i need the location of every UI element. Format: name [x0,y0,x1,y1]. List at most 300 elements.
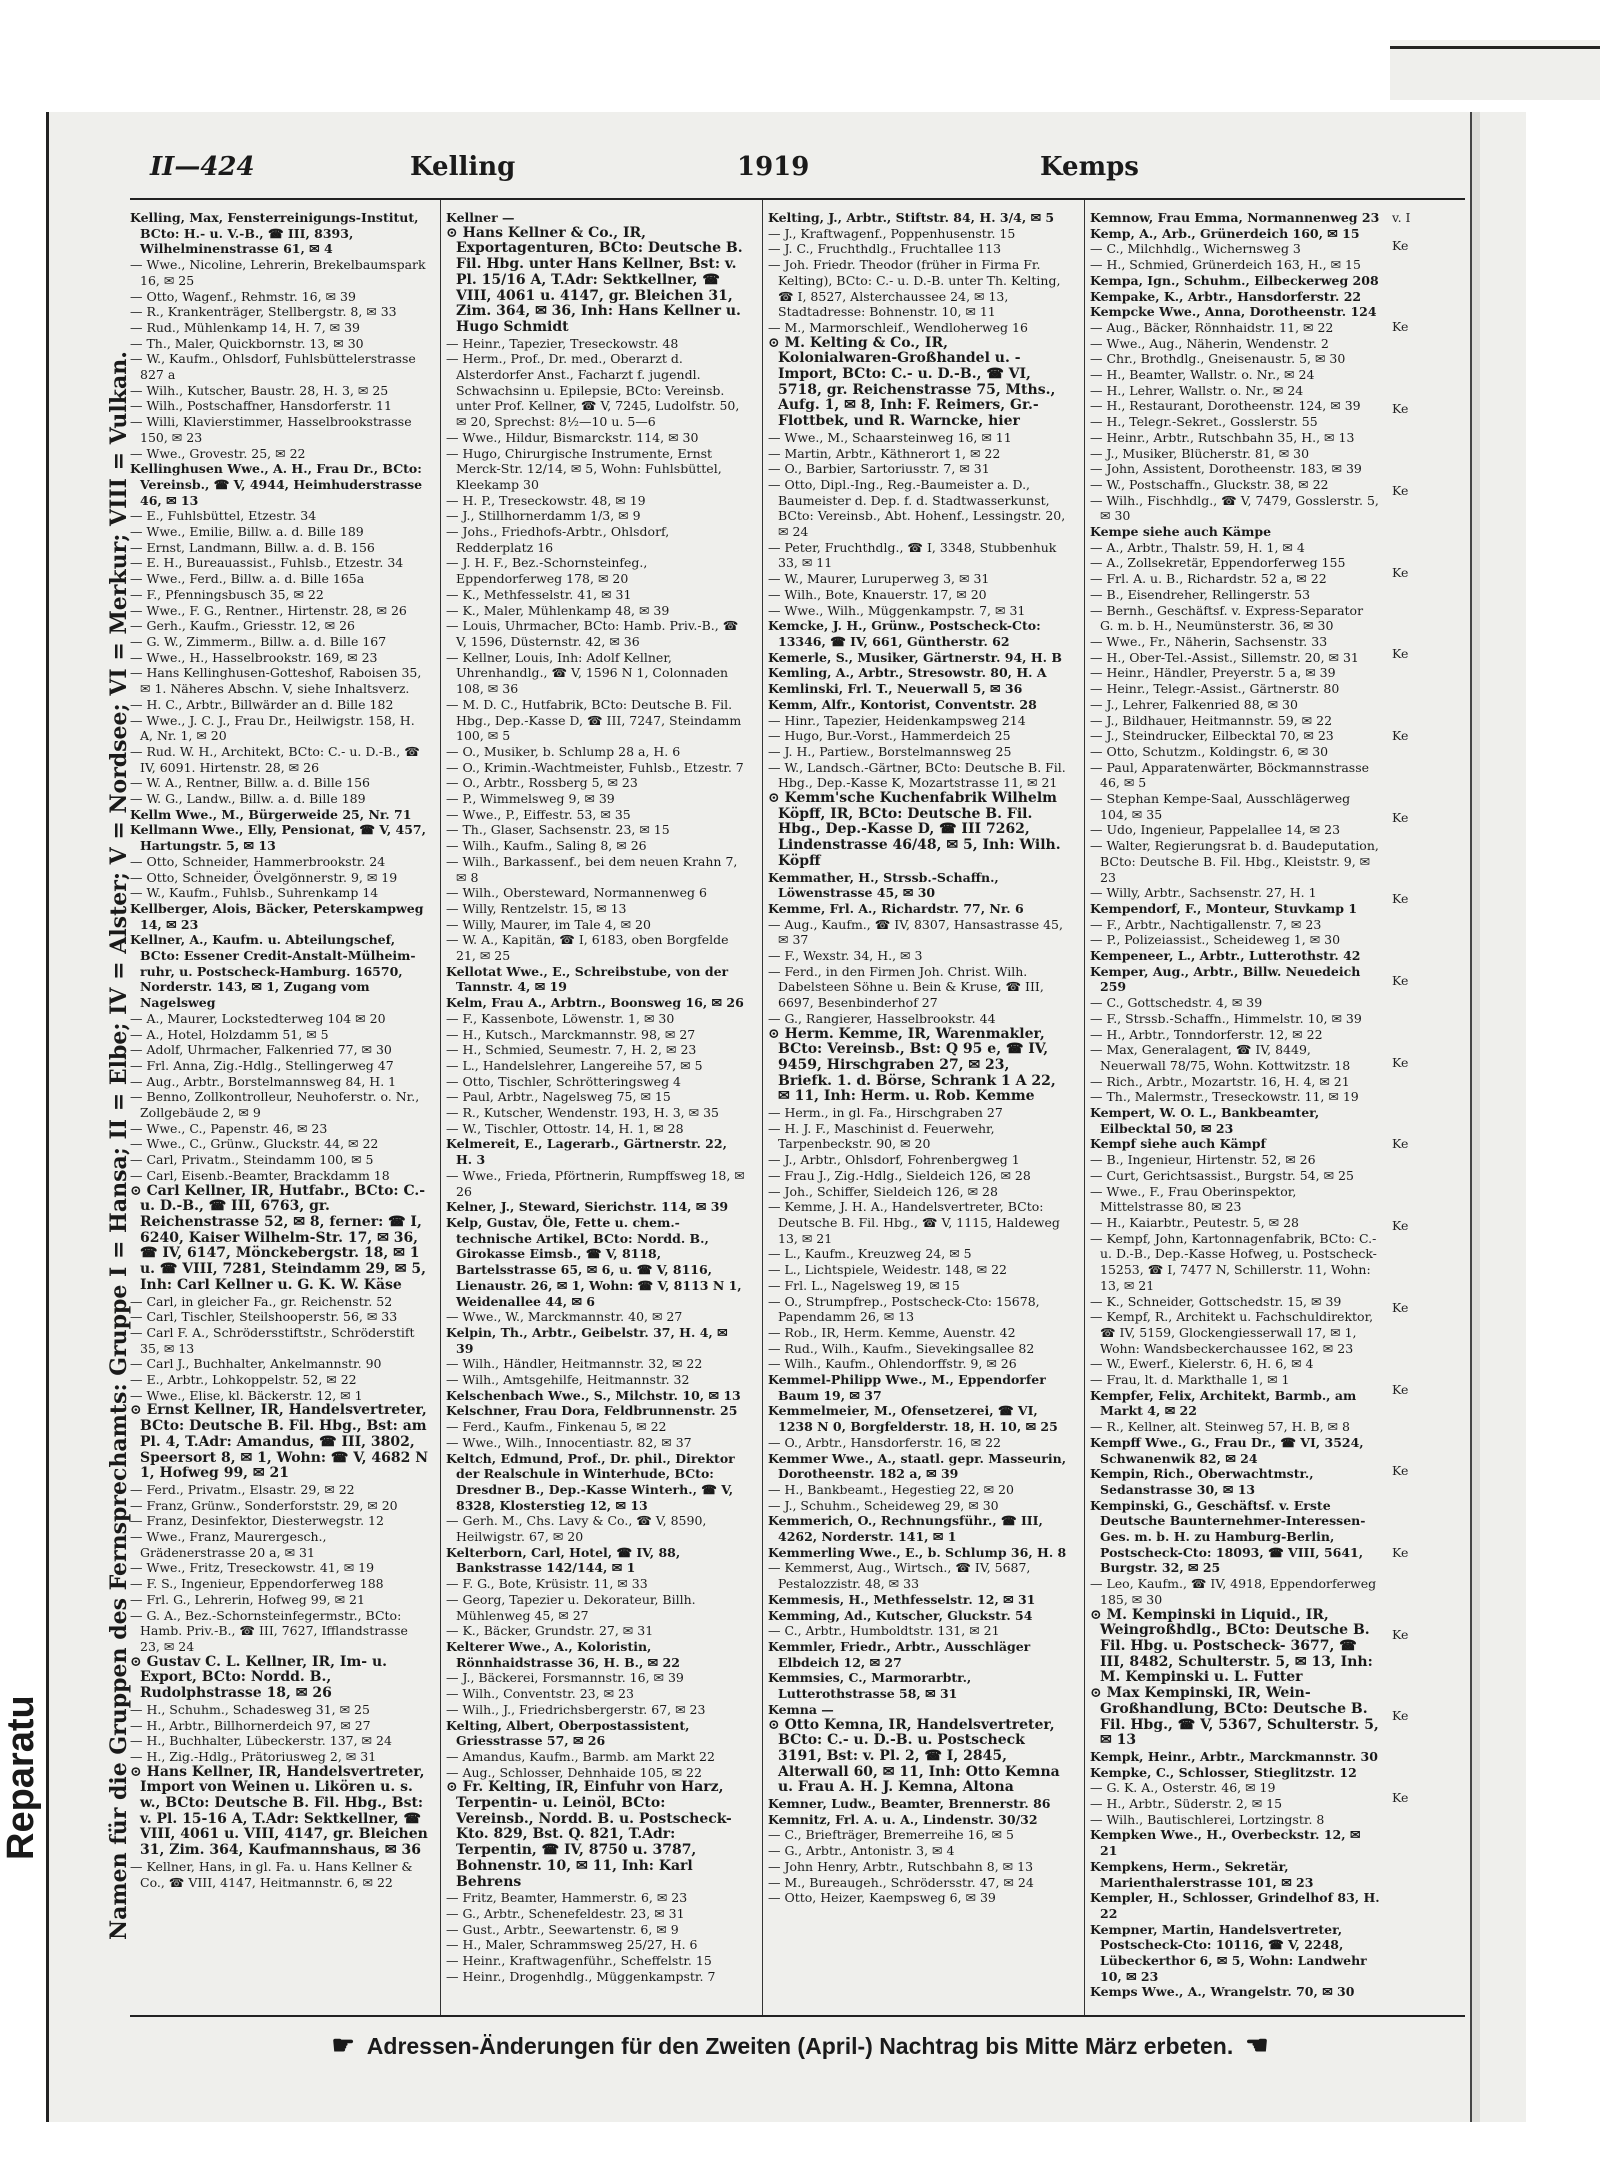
directory-entry: — Bernh., Geschäftsf. v. Express-Separator G. m. b. H., Neumünsterstr. 36, ✉ 30 [1090,602,1364,634]
directory-entry: Kemper, Aug., Arbtr., Billw. Neuedeich 259 [1090,963,1361,995]
directory-entry: — Kemme, J. H. A., Handelsvertreter, BCto: Deutsche B. Fil. Hbg., ☎ V, 1115, Haldeweg 13, ✉ 21 [768,1199,1060,1246]
directory-entry: ⊙ Ernst Kellner, IR, Handelsvertreter, BCto: Deutsche B. Fil. Hbg., Bst: am Pl. 4, T.Adr: Amandus, ☎ III, 3802, Speersort 8, ✉ 1, Wohn: ☎ V, 4682 N 1, Hofweg 99, ✉ 21 [130,1402,429,1482]
directory-entry: Kempke, C., Schlosser, Stieglitzstr. 12 [1090,1764,1357,1780]
directory-entry: — H., Lehrer, Wallstr. o. Nr., ✉ 24 [1090,382,1304,398]
directory-entry: Kempfer, Felix, Architekt, Barmb., am Markt 4, ✉ 22 [1090,1387,1357,1419]
directory-entry: Kempk, Heinr., Arbtr., Marckmannstr. 30 [1090,1748,1378,1764]
directory-entry: Kemmerling Wwe., E., b. Schlump 36, H. 8 [768,1544,1067,1560]
directory-entry: Kemmelmeier, M., Ofensetzerei, ☎ VI, 1238 N 0, Borgfelderstr. 18, H. 10, ✉ 25 [768,1403,1058,1435]
directory-entry: Kemmsies, C., Marmorarbtr., Lutterothstrasse 58, ✉ 31 [768,1670,972,1702]
directory-entry: — Wwe., Hildur, Bismarckstr. 114, ✉ 30 [446,429,699,445]
page-gutter [1470,112,1480,2122]
directory-entry: — Heinr., Drogenhdlg., Müggenkampstr. 7 [446,1968,716,1984]
directory-entry: — Wilh., Händler, Heitmannstr. 32, ✉ 22 [446,1356,703,1372]
directory-entry: Kempf siehe auch Kämpf [1090,1136,1266,1152]
directory-entry: — Wwe., C., Papenstr. 46, ✉ 23 [130,1120,328,1136]
directory-entry: Kemlinski, Frl. T., Neuerwall 5, ✉ 36 [768,681,1023,697]
directory-entry: — Wwe., Frieda, Pförtnerin, Rumpffsweg 18, ✉ 26 [446,1167,745,1199]
directory-entry: Kellberger, Alois, Bäcker, Peterskampweg 14, ✉ 23 [130,900,424,932]
directory-entry: ⊙ Fr. Kelting, IR, Einfuhr von Harz, Terpentin- u. Leinöl, BCto: Vereinsb., Nordd. B. u. Postscheck-Kto. 829, Bst. Q. 821, T.Adr: Terpentin, ☎ IV, 8750 u. 3787, Bohnenstr. 10, ✉ 11, Inh: Karl Behrens [446,1779,732,1890]
directory-entry: Kempcke Wwe., Anna, Dorotheenstr. 124 [1090,304,1377,320]
directory-entry: Kempken Wwe., H., Overbeckstr. 12, ✉ 21 [1090,1827,1361,1859]
directory-entry: — Willy, Maurer, im Tale 4, ✉ 20 [446,916,651,932]
directory-entry: — P., Wimmelsweg 9, ✉ 39 [446,791,615,807]
stub-entry: Ke [1392,1463,1409,1479]
directory-entry: — W. A., Kapitän, ☎ I, 6183, oben Borgfelde 21, ✉ 25 [446,932,729,964]
directory-entry: Kellm Wwe., M., Bürgerweide 25, Nr. 71 [130,806,412,822]
directory-entry: — Otto, Dipl.-Ing., Reg.-Baumeister a. D., Baumeister d. Dep. f. d. Stadtwasserkunst, BCto: Vereinsb., Abt. Hohenf., Lessingstr. 20, ✉ 24 [768,476,1066,540]
directory-entry: — H., Bankbeamt., Hegestieg 22, ✉ 20 [768,1481,1014,1497]
directory-entry: — Wwe., Franz, Maurergesch., Grädenerstrasse 20 a, ✉ 31 [130,1529,327,1560]
directory-entry: Kelting, Albert, Oberpostassistent, Griesstrasse 57, ✉ 26 [446,1717,690,1749]
header-last-name: Kemps [1040,152,1139,182]
directory-entry: — Wwe., Ferd., Billw. a. d. Bille 165a [130,571,365,587]
directory-entry: — Ferd., Kaufm., Finkenau 5, ✉ 22 [446,1419,667,1435]
directory-entry: — Wilh., Fischhdlg., ☎ V, 7479, Gosslerstr. 5, ✉ 30 [1090,492,1379,524]
directory-entry: — Th., Maler, Quickbornstr. 13, ✉ 30 [130,335,364,351]
directory-entry: — J. H. F., Bez.-Schornsteinfeg., Eppendorferweg 178, ✉ 20 [446,555,648,587]
directory-entry: — Gerh., Kaufm., Griesstr. 12, ✉ 26 [130,618,356,634]
directory-entry: — Wilh., Kutscher, Baustr. 28, H. 3, ✉ 25 [130,382,389,398]
directory-entry: — W., Maurer, Luruperweg 3, ✉ 31 [768,571,990,587]
directory-entry: — Paul, Arbtr., Nagelsweg 75, ✉ 15 [446,1089,671,1105]
directory-entry: Kellinghusen Wwe., A. H., Frau Dr., BCto: Vereinsb., ☎ V, 4944, Heimhuderstrasse 46, ✉ 13 [130,461,423,508]
directory-entry: Kemps Wwe., A., Wrangelstr. 70, ✉ 30 [1090,1984,1355,2000]
directory-entry: Kelm, Frau A., Arbtrn., Boonsweg 16, ✉ 26 [446,995,744,1011]
directory-entry: — C., Arbtr., Humboldtstr. 131, ✉ 21 [768,1623,1000,1639]
header-rule [130,198,1465,200]
stub-entry: Ke [1392,482,1409,498]
footer-text: Adressen-Änderungen für den Zweiten (April-) Nachtrag bis Mitte März erbeten. [366,2033,1234,2059]
directory-entry: — K., Methfesselstr. 41, ✉ 31 [446,586,632,602]
directory-entry: Kelmereit, E., Lagerarb., Gärtnerstr. 22, H. 3 [446,1136,727,1168]
directory-entry: — Wwe., F. G., Rentner., Hirtenstr. 28, ✉ 26 [130,602,407,618]
side-margin-text: Reparatu [0,1695,42,1860]
directory-entry: — H., Arbtr., Tonndorferstr. 12, ✉ 22 [1090,1026,1323,1042]
directory-entry: Kempeneer, L., Arbtr., Lutterothstr. 42 [1090,948,1361,964]
column-divider [440,200,441,2015]
directory-entry: — Wilh., Obersteward, Normannenweg 6 [446,885,707,901]
directory-entry: — H., Ober-Tel.-Assist., Sillemstr. 20, ✉ 31 [1090,649,1359,665]
directory-entry: — J., Arbtr., Ohlsdorf, Fohrenbergweg 1 [768,1152,1020,1168]
directory-entry: Kelting, J., Arbtr., Stiftstr. 84, H. 3/4, ✉ 5 [768,210,1055,225]
directory-entry: — Louis, Uhrmacher, BCto: Hamb. Priv.-B., ☎ V, 1596, Düsternstr. 42, ✉ 36 [446,618,739,649]
column-divider [1084,200,1085,2015]
directory-entry: — Hugo, Chirurgische Instrumente, Ernst Merck-Str. 12/14, ✉ 5, Wohn: Fuhlsbüttel, Kleekamp 30 [446,445,722,492]
directory-entry: — H., Kaiarbtr., Peutestr. 5, ✉ 28 [1090,1215,1300,1230]
directory-entry: — W., Tischler, Ottostr. 14, H. 1, ✉ 28 [446,1120,684,1136]
directory-entry: — Frl. A. u. B., Richardstr. 52 a, ✉ 22 [1090,571,1327,587]
directory-entry: — Rich., Arbtr., Mozartstr. 16, H. 4, ✉ 21 [1090,1073,1350,1089]
stub-entry: Ke [1392,646,1409,662]
directory-entry: — Willy, Arbtr., Sachsenstr. 27, H. 1 [1090,885,1317,901]
directory-entry: Kempin, Rich., Oberwachtmstr., Sedanstrasse 30, ✉ 13 [1090,1466,1314,1497]
directory-entry: — Wwe., Fritz, Treseckowstr. 41, ✉ 19 [130,1560,375,1576]
next-page-stub [1392,210,1466,2015]
directory-entry: — Kempf, John, Kartonnagenfabrik, BCto: C.- u. D.-B., Dep.-Kasse Hofweg, u. Postscheck- 15253, ☎ I, 7477 N, Schillerstr. 11, Wohn: 13, ✉ 21 [1090,1230,1377,1293]
directory-entry: Kelp, Gustav, Öle, Fette u. chem.-technische Artikel, BCto: Nordd. B., Girokasse Eimsb., ☎ V, 8118, Bartelsstrasse 65, ✉ 6, u. ☎ V, 8116, Lienaustr. 26, ✉ 1, Wohn: ☎ V, 8113 N 1, Weidenallee 44, ✉ 6 [446,1215,742,1309]
stub-entry: Ke [1392,1136,1409,1152]
directory-entry: ⊙ Gustav C. L. Kellner, IR, Im- u. Export, BCto: Nordd. B., Rudolphstrasse 18, ✉ 26 [130,1653,388,1702]
directory-entry: — Carl, Eisenb.-Beamter, Brackdamm 18 [130,1167,390,1183]
directory-entry: — G., Arbtr., Schenefeldestr. 23, ✉ 31 [446,1905,685,1921]
header-year: 1919 [737,152,810,182]
stub-entry: Ke [1392,1544,1409,1560]
directory-entry: — Aug., Bäcker, Rönnhaidstr. 11, ✉ 22 [1090,319,1334,335]
directory-entry: — Herm., Prof., Dr. med., Oberarzt d. Alsterdorfer Anst., Facharzt f. jugendl. Schwachsinn u. Epilepsie, BCto: Vereinsb. unter Prof. Kellner, ☎ V, 7245, Ludolfstr. 50, ✉ 20, Sprechst: 8½—10 u. 5—6 [446,351,740,430]
directory-entry: — A., Hotel, Holzdamm 51, ✉ 5 [130,1026,329,1042]
directory-entry: — H., Kutsch., Marckmannstr. 98, ✉ 27 [446,1026,696,1042]
directory-entry: — F., Arbtr., Nachtigallenstr. 7, ✉ 23 [1090,916,1322,932]
directory-entry: — W., Ewerf., Kielerstr. 6, H. 6, ✉ 4 [1090,1356,1314,1372]
directory-entry: — Heinr., Händler, Preyerstr. 5 a, ✉ 39 [1090,665,1336,681]
stub-entry: Ke [1392,809,1409,825]
directory-entry: — F. S., Ingenieur, Eppendorferweg 188 [130,1576,384,1592]
directory-entry: — Gerh. M., Chs. Lavy & Co., ☎ V, 8590, Heilwigstr. 67, ✉ 20 [446,1513,707,1545]
directory-entry: Kemming, Ad., Kutscher, Gluckstr. 54 [768,1607,1033,1623]
directory-entry: — Udo, Ingenieur, Pappelallee 14, ✉ 23 [1090,822,1341,838]
directory-entry: — Ferd., Privatm., Elsastr. 29, ✉ 22 [130,1481,355,1497]
directory-entry: — M., Marmorschleif., Wendloherweg 16 [768,319,1028,335]
directory-entry: Kemmesis, H., Methfesselstr. 12, ✉ 31 [768,1591,1036,1607]
directory-entry: — Max, Generalagent, ☎ IV, 8449, Neuerwall 78/75, Wohn. Kottwitzstr. 18 [1090,1042,1351,1073]
directory-entry: Kelterer Wwe., A., Koloristin, Rönnhaidstrasse 36, H. B., ✉ 22 [446,1638,680,1670]
directory-entry: — Frau J., Zig.-Hdlg., Sieldeich 126, ✉ 28 [768,1167,1031,1183]
directory-entry: Kempkens, Herm., Sekretär, Marienthalerstrasse 101, ✉ 23 [1090,1858,1314,1890]
directory-entry: Kemmel-Philipp Wwe., M., Eppendorfer Baum 19, ✉ 37 [768,1372,1046,1403]
directory-entry: ⊙ M. Kempinski in Liquid., IR, Weingroßhdlg., BCto: Deutsche B. Fil. Hbg. u. Postscheck- 3677, ☎ III, 8482, Schulterstr. 5, ✉ 13, Inh: M. Kempinski u. L. Futter [1090,1606,1373,1686]
directory-entry: — G. K. A., Osterstr. 46, ✉ 19 [1090,1780,1276,1796]
directory-entry: — Hinr., Tapezier, Heidenkampsweg 214 [768,712,1026,728]
directory-entry: Kellner, A., Kaufm. u. Abteilungschef, BCto: Essener Credit-Anstalt-Mülheim-ruhr, u. Postscheck-Hamburg. 16570, Norderstr. 143, ✉ 1, Zugang vom Nagelsweg [130,932,416,1011]
directory-entry: — Heinr., Kraftwagenführ., Scheffelstr. 15 [446,1953,712,1969]
directory-entry: Kemp, A., Arb., Grünerdeich 160, ✉ 15 [1090,225,1360,241]
page-edge [46,112,49,2122]
directory-entry: — O., Arbtr., Rossberg 5, ✉ 23 [446,775,638,791]
column-1 [130,210,430,2015]
page-number: II—424 [150,152,255,182]
directory-entry: — C., Gottschedstr. 4, ✉ 39 [1090,995,1263,1011]
directory-entry: — Hans Kellinghusen-Gotteshof, Raboisen 35, ✉ 1. Näheres Abschn. V, siehe Inhaltsverz. [130,665,422,697]
header-first-name: Kelling [410,152,516,182]
directory-entry: — Kellner, Hans, in gl. Fa. u. Hans Kellner & Co., ☎ VIII, 4147, Heitmannstr. 6, ✉ 22 [130,1858,413,1890]
footer-notice [0,2030,1600,2061]
directory-entry: — G. W., Zimmerm., Billw. a. d. Bille 167 [130,633,387,649]
directory-entry: — M., Bureaugeh., Schrödersstr. 47, ✉ 24 [768,1874,1034,1890]
directory-entry: Kemcke, J. H., Grünw., Postscheck-Cto: 13346, ☎ IV, 661, Güntherstr. 62 [768,618,1041,649]
directory-entry: — R., Krankenträger, Stellbergstr. 8, ✉ 33 [130,304,397,320]
directory-entry: — K., Maler, Mühlenkamp 48, ✉ 39 [446,602,670,618]
stub-entry: Ke [1392,1708,1409,1724]
directory-entry: — H., Beamter, Wallstr. o. Nr., ✉ 24 [1090,367,1315,383]
directory-entry: — Wwe., Emilie, Billw. a. d. Bille 189 [130,524,364,540]
directory-entry: — P., Polizeiassist., Scheideweg 1, ✉ 30 [1090,932,1341,948]
directory-entry: Kemme, Frl. A., Richardstr. 77, Nr. 6 [768,900,1024,916]
stub-entry: Ke [1392,1790,1409,1806]
directory-entry: ⊙ Kemm'sche Kuchenfabrik Wilhelm Köpff, IR, BCto: Deutsche B. Fil. Hbg., Dep.-Kasse D, ☎ III 7262, Lindenstrasse 46/48, ✉ 5, Inh: Wilh. Köpff [768,790,1061,869]
directory-entry: — Wwe., P., Eiffestr. 53, ✉ 35 [446,806,631,822]
directory-entry: — Heinr., Arbtr., Rutschbahn 35, H., ✉ 13 [1090,429,1355,445]
directory-entry: — Heinr., Telegr.-Assist., Gärtnerstr. 80 [1090,681,1340,697]
column-4 [1090,210,1380,2015]
directory-entry: Kemerle, S., Musiker, Gärtnerstr. 94, H. B [768,649,1062,665]
directory-entry: — F. G., Bote, Krüsistr. 11, ✉ 33 [446,1576,648,1592]
directory-entry: — Wwe., F., Frau Oberinspektor, Mittelstrasse 80, ✉ 23 [1090,1183,1297,1215]
directory-entry: — Kemmerst, Aug., Wirtsch., ☎ IV, 5687, Pestalozzistr. 48, ✉ 33 [768,1560,1031,1592]
directory-entry: Kemna — [768,1701,834,1717]
directory-entry: — Otto, Schutzm., Koldingstr. 6, ✉ 30 [1090,743,1329,759]
directory-entry: — Wilh., Amtsgehilfe, Heitmannstr. 32 [446,1372,690,1388]
directory-entry: — Benno, Zollkontrolleur, Neuhoferstr. o. Nr., Zollgebäude 2, ✉ 9 [130,1089,420,1121]
directory-entry: — J., Bildhauer, Heitmannstr. 59, ✉ 22 [1090,712,1333,728]
directory-entry: — E. H., Bureauassist., Fuhlsb., Etzestr. 34 [130,555,404,571]
directory-entry: — L., Lichtspiele, Weidestr. 148, ✉ 22 [768,1262,1007,1278]
directory-entry: — H., Schmied, Grünerdeich 163, H., ✉ 15 [1090,257,1361,273]
directory-entry: — E., Arbtr., Lohkoppelstr. 52, ✉ 22 [130,1372,357,1388]
directory-entry: — Leo, Kaufm., ☎ IV, 4918, Eppendorferweg 185, ✉ 30 [1090,1576,1377,1607]
directory-entry: — Joh. Friedr. Theodor (früher in Firma Fr. Kelting), BCto: C.- u. D.-B. unter Th. Kelting, ☎ I, 8527, Alsterchaussee 24, ✉ 13, Stadtadresse: Bohnenstr. 10, ✉ 11 [768,257,1061,320]
directory-entry: — J. C., Fruchthdlg., Fruchtallee 113 [768,241,1002,257]
directory-entry: — Franz, Desinfektor, Diesterwegstr. 12 [130,1513,384,1529]
directory-entry: — F., Strssb.-Schaffn., Himmelstr. 10, ✉ 39 [1090,1010,1362,1026]
directory-entry: — Hugo, Bur.-Vorst., Hammerdeich 25 [768,728,1011,744]
stub-entry: Ke [1392,319,1409,335]
directory-entry: Kelschner, Frau Dora, Feldbrunnenstr. 25 [446,1403,738,1419]
directory-entry: — Carl, in gleicher Fa., gr. Reichenstr. 52 [130,1293,393,1309]
directory-entry: — K., Bäcker, Grundstr. 27, ✉ 31 [446,1623,654,1639]
directory-entry: — G., Arbtr., Antonistr. 3, ✉ 4 [768,1843,955,1859]
directory-entry: — J., Kraftwagenf., Poppenhusenstr. 15 [768,225,1016,241]
directory-entry: ⊙ Hans Kellner, IR, Handelsvertreter, Import von Weinen u. Likören u. s. w., BCto: Deutsche B. Fil. Hbg., Bst: v. Pl. 15-16 A, T.Adr: Sektkellner, ☎ VIII, 4061 u. VIII, 4147, gr. Bleichen 31, Zim. 364, Kaufmannshaus, ✉ 36 [130,1763,428,1859]
stub-entry: Ke [1392,973,1409,989]
directory-entry: — L., Handelslehrer, Langereihe 57, ✉ 5 [446,1057,703,1073]
directory-entry: — K., Schneider, Gottschedstr. 15, ✉ 39 [1090,1293,1342,1309]
directory-entry: — Ernst, Landmann, Billw. a. d. B. 156 [130,539,375,555]
directory-entry: Kelling, Max, Fensterreinigungs-Institut, BCto: H.- u. V.-B., ☎ III, 8393, Wilhelminenstrasse 61, ✉ 4 [130,210,419,257]
directory-entry: — J., Bäckerei, Forsmannstr. 16, ✉ 39 [446,1670,684,1686]
directory-entry: — F., Wexstr. 34, H., ✉ 3 [768,948,923,964]
directory-entry: — W. G., Landw., Billw. a. d. Bille 189 [130,791,366,807]
directory-entry: — Willi, Klavierstimmer, Hasselbrookstrasse 150, ✉ 23 [130,414,412,445]
directory-entry: — A., Maurer, Lockstedterweg 104 ✉ 20 [130,1010,386,1026]
directory-entry: Kemnitz, Frl. A. u. A., Lindenstr. 30/32 [768,1811,1038,1827]
directory-entry: — Wwe., Elise, kl. Bäckerstr. 12, ✉ 1 [130,1387,363,1403]
directory-entry: — R., Kellner, alt. Steinweg 57, H. B, ✉ 8 [1090,1419,1350,1435]
directory-entry: — Frl. G., Lehrerin, Hofweg 99, ✉ 21 [130,1591,365,1607]
directory-entry: — J., Steindrucker, Eilbecktal 70, ✉ 23 [1090,728,1334,744]
directory-entry: Kempff Wwe., G., Frau Dr., ☎ VI, 3524, Schwanenwik 82, ✉ 24 [1090,1434,1364,1466]
directory-entry: — Wilh., Bautischlerei, Lortzingstr. 8 [1090,1811,1325,1827]
stub-entry: v. I [1392,210,1411,225]
directory-entry: Kemmler, Friedr., Arbtr., Ausschläger Elbdeich 12, ✉ 27 [768,1638,1031,1670]
directory-entry: — Rud., Wilh., Kaufm., Sievekingsallee 82 [768,1340,1035,1356]
directory-entry: — W., Kaufm., Ohlsdorf, Fuhlsbüttelerstrasse 827 a [130,351,416,383]
directory-entry: — Otto, Schneider, Övelgönnerstr. 9, ✉ 19 [130,869,398,885]
directory-entry: Kelterborn, Carl, Hotel, ☎ IV, 88, Bankstrasse 142/144, ✉ 1 [446,1544,681,1576]
directory-entry: — C., Briefträger, Bremerreihe 16, ✉ 5 [768,1827,1014,1843]
directory-entry: — Wilh., Conventstr. 23, ✉ 23 [446,1686,634,1702]
directory-entry: — Wwe., Wilh., Innocentiastr. 82, ✉ 37 [446,1434,692,1450]
directory-entry: — H. J. F., Maschinist d. Feuerwehr, Tarpenbeckstr. 90, ✉ 20 [768,1120,995,1152]
directory-entry: — O., Strumpfrep., Postscheck-Cto: 15678, Papendamm 26, ✉ 13 [768,1293,1040,1325]
directory-entry: — J. H., Partiew., Borstelmannsweg 25 [768,743,1012,759]
directory-entry: — Otto, Heizer, Kaempsweg 6, ✉ 39 [768,1890,996,1906]
directory-entry: — H., Buchhalter, Lübeckerstr. 137, ✉ 24 [130,1733,392,1749]
directory-entry: — Carl J., Buchhalter, Ankelmannstr. 90 [130,1356,382,1372]
stub-entry: Ke [1392,891,1409,907]
directory-entry: — B., Eisendreher, Rellingerstr. 53 [1090,586,1311,602]
directory-entry: — Kellner, Louis, Inh: Adolf Kellner, Uhrenhandlg., ☎ V, 1596 N 1, Colonnaden 108, ✉ 36 [446,649,729,697]
column-2 [446,210,746,2015]
directory-entry: Kelschenbach Wwe., S., Milchstr. 10, ✉ 13 [446,1387,741,1403]
top-paper-strip [1390,40,1600,100]
column-divider [762,200,763,2015]
directory-entry: Kempendorf, F., Monteur, Stuvkamp 1 [1090,900,1358,916]
directory-entry: — John, Assistent, Dorotheenstr. 183, ✉ 39 [1090,461,1362,477]
directory-entry: — H., Arbtr., Süderstr. 2, ✉ 15 [1090,1796,1283,1812]
directory-entry: — F., Pfenningsbusch 35, ✉ 22 [130,586,324,602]
directory-entry: — Ferd., in den Firmen Joh. Christ. Wilh. Dabelsteen Söhne u. Bein & Kruse, ☎ III, 6697, Besenbinderhof 27 [768,963,1044,1011]
directory-entry: Kellner — [446,210,515,225]
directory-entry: — Frl. L., Nagelsweg 19, ✉ 15 [768,1277,960,1293]
pointing-hand-icon: ☚ [1245,2030,1269,2060]
directory-entry: — Rud. W. H., Architekt, BCto: C.- u. D.-B., ☎ IV, 6091. Hirtenstr. 28, ✉ 26 [130,743,420,775]
directory-entry: — C., Milchhdlg., Wichernsweg 3 [1090,241,1301,257]
directory-entry: ⊙ Herm. Kemme, IR, Warenmakler, BCto: Vereinsb., Bst: Q 95 e, ☎ IV, 9459, Hirschgraben 27, ✉ 23, Briefk. 1. d. Börse, Schrank 1 A 22, ✉ 11, Inh: Herm. u. Rob. Kemme [768,1025,1056,1105]
directory-entry: — Frl. Anna, Zig.-Hdlg., Stellingerweg 47 [130,1057,394,1073]
directory-entry: Kellmann Wwe., Elly, Pensionat, ☎ V, 457, Hartungstr. 5, ✉ 13 [130,822,426,854]
directory-entry: — Walter, Regierungsrat b. d. Baudeputation, BCto: Deutsche B. Fil. Hbg., Kleiststr. 9, ✉ 23 [1090,838,1379,885]
directory-entry: Kelpin, Th., Arbtr., Geibelstr. 37, H. 4, ✉ 39 [446,1324,728,1356]
directory-entry: — W. A., Rentner, Billw. a. d. Bille 156 [130,775,371,791]
directory-entry: — O., Musiker, b. Schlump 28 a, H. 6 [446,743,681,759]
directory-entry: — L., Kaufm., Kreuzweg 24, ✉ 5 [768,1246,972,1262]
directory-entry: — O., Barbier, Sartoriusstr. 7, ✉ 31 [768,461,990,477]
column-3 [768,210,1068,2015]
directory-entry: — Wilh., Kaufm., Ohlendorffstr. 9, ✉ 26 [768,1356,1017,1372]
stub-entry: Ke [1392,1054,1409,1070]
directory-entry: — H., Zig.-Hdlg., Prätoriusweg 2, ✉ 31 [130,1748,377,1764]
directory-entry: Keltch, Edmund, Prof., Dr. phil., Direktor der Realschule in Winterhude, BCto: Dresdner B., Dep.-Kasse Winterh., ☎ V, 8328, Klosterstieg 12, ✉ 13 [446,1450,735,1513]
directory-entry: — Adolf, Uhrmacher, Falkenried 77, ✉ 30 [130,1042,392,1058]
directory-entry: — John Henry, Arbtr., Rutschbahn 8, ✉ 13 [768,1858,1034,1874]
directory-entry: — Wilh., Bote, Knauerstr. 17, ✉ 20 [768,586,987,602]
stub-entry: Ke [1392,727,1409,743]
directory-entry: — Wwe., W., Marckmannstr. 40, ✉ 27 [446,1309,683,1325]
directory-entry: — Wwe., Fr., Näherin, Sachsenstr. 33 [1090,633,1328,649]
directory-entry: Kemling, A., Arbtr., Stresowstr. 80, H. A [768,665,1047,681]
directory-entry: — Carl F. A., Schrödersstiftstr., Schröderstift 35, ✉ 13 [130,1324,415,1356]
directory-entry: — Fritz, Beamter, Hammerstr. 6, ✉ 23 [446,1890,688,1906]
directory-entry: — Wwe., Grovestr. 25, ✉ 22 [130,445,306,461]
directory-entry: — Wwe., Nicoline, Lehrerin, Brekelbaumspark 16, ✉ 25 [130,257,426,288]
stub-entry: Ke [1392,1299,1409,1315]
directory-entry: — Georg, Tapezier u. Dekorateur, Billh. Mühlenweg 45, ✉ 27 [446,1591,696,1623]
directory-entry: — F., Kassenbote, Löwenstr. 1, ✉ 30 [446,1010,675,1026]
directory-entry: — O., Krimin.-Wachtmeister, Fuhlsb., Etzestr. 7 [446,759,744,775]
directory-entry: — H., Restaurant, Dorotheenstr. 124, ✉ 39 [1090,398,1361,414]
directory-entry: — Joh., Schiffer, Sieldeich 126, ✉ 28 [768,1183,998,1199]
directory-entry: — Wilh., Kaufm., Saling 8, ✉ 26 [446,838,647,854]
directory-entry: — E., Fuhlsbüttel, Etzestr. 34 [130,508,317,524]
directory-entry: — G., Rangierer, Hasselbrookstr. 44 [768,1010,996,1026]
directory-entry: — Wilh., Barkassenf., bei dem neuen Krahn 7, ✉ 8 [446,853,738,885]
directory-entry: — Stephan Kempe-Saal, Ausschlägerweg 104, ✉ 35 [1090,791,1351,822]
stub-entry: Ke [1392,1381,1409,1397]
directory-entry: — J., Musiker, Blücherstr. 81, ✉ 30 [1090,445,1310,461]
directory-entry: — W., Landsch.-Gärtner, BCto: Deutsche B. Fil. Hbg., Dep.-Kasse K, Mozartstrasse 11, ✉ 21 [768,759,1066,791]
stub-entry: Ke [1392,564,1409,580]
directory-entry: — B., Ingenieur, Hirtenstr. 52, ✉ 26 [1090,1152,1316,1168]
pointing-hand-icon: ☛ [331,2030,355,2060]
directory-entry: — R., Kutscher, Wendenstr. 193, H. 3, ✉ 35 [446,1105,719,1121]
directory-entry: — Willy, Rentzelstr. 15, ✉ 13 [446,900,627,916]
directory-entry: — Aug., Kaufm., ☎ IV, 8307, Hansastrasse 45, ✉ 37 [768,916,1063,948]
directory-entry: — Carl, Tischler, Steilshooperstr. 56, ✉ 33 [130,1309,398,1325]
directory-entry: — A., Zollsekretär, Eppendorferweg 155 [1090,555,1346,571]
directory-entry: ⊙ M. Kelting & Co., IR, Kolonialwaren-Großhandel u. -Import, BCto: C.- u. D.-B., ☎ VI, 5718, gr. Reichenstrasse 75, Mths., Aufg. 1, ✉ 8, Inh: F. Reimers, Gr.-Flottbek, und R. Warncke, hier [768,334,1056,430]
directory-entry: — Otto, Schneider, Hammerbrookstr. 24 [130,853,386,869]
directory-entry: — Paul, Apparatenwärter, Böckmannstrasse 46, ✉ 5 [1090,759,1370,791]
footer-rule [130,2015,1465,2017]
directory-entry: — Wwe., H., Hasselbrookstr. 169, ✉ 23 [130,649,378,665]
directory-entry: — Chr., Brothdlg., Gneisenaustr. 5, ✉ 30 [1090,351,1346,367]
directory-entry: — Franz, Grünw., Sonderforststr. 29, ✉ 20 [130,1497,398,1513]
directory-entry: Kempner, Martin, Handelsvertreter, Postscheck-Cto: 10116, ☎ V, 2248, Lübeckerthor 6, ✉ 5, Wohn: Landwehr 10, ✉ 23 [1090,1921,1367,1984]
directory-entry: — H., Arbtr., Billhornerdeich 97, ✉ 27 [130,1717,371,1733]
directory-entry: — Otto, Wagenf., Rehmstr. 16, ✉ 39 [130,288,356,304]
directory-entry: — H., Schmied, Seumestr. 7, H. 2, ✉ 23 [446,1042,697,1058]
directory-entry: — Wwe., C., Grünw., Gluckstr. 44, ✉ 22 [130,1136,379,1152]
directory-entry: Kempake, K., Arbtr., Hansdorferstr. 22 [1090,288,1362,304]
directory-entry: — A., Arbtr., Thalstr. 59, H. 1, ✉ 4 [1090,539,1305,555]
directory-entry: Kempa, Ign., Schuhm., Eilbeckerweg 208 [1090,272,1379,288]
directory-entry: — Aug., Arbtr., Borstelmannsweg 84, H. 1 [130,1073,397,1089]
directory-entry: Kempert, W. O. L., Bankbeamter, Eilbecktal 50, ✉ 23 [1090,1105,1320,1136]
directory-entry: — J., Lehrer, Falkenried 88, ✉ 30 [1090,696,1298,712]
directory-entry: — Rud., Mühlenkamp 14, H. 7, ✉ 39 [130,319,361,335]
directory-entry: Kempler, H., Schlosser, Grindelhof 83, H. 22 [1090,1890,1380,1921]
directory-entry: — O., Arbtr., Hansdorferstr. 16, ✉ 22 [768,1434,1001,1450]
directory-entry: — W., Postschaffn., Gluckstr. 38, ✉ 22 [1090,476,1329,492]
directory-entry: — H. C., Arbtr., Billwärder an d. Bille 182 [130,696,394,712]
directory-entry: — Johs., Friedhofs-Arbtr., Ohlsdorf, Redderplatz 16 [446,524,670,555]
directory-entry: Kemmather, H., Strssb.-Schaffn., Löwenstrasse 45, ✉ 30 [768,869,999,901]
directory-entry: — Carl, Privatm., Steindamm 100, ✉ 5 [130,1152,374,1168]
directory-entry: — M. D. C., Hutfabrik, BCto: Deutsche B. Fil. Hbg., Dep.-Kasse D, ☎ III, 7247, Steindamm 100, ✉ 5 [446,696,742,744]
directory-entry: Kelner, J., Steward, Sierichstr. 114, ✉ 39 [446,1199,729,1215]
directory-entry: — Wwe., Aug., Näherin, Wendenstr. 2 [1090,335,1329,351]
directory-entry: Kemnow, Frau Emma, Normannenweg 23 [1090,210,1380,225]
directory-entry: — J., Stillhornerdamm 1/3, ✉ 9 [446,508,641,524]
directory-entry: Kemmer Wwe., A., staatl. gepr. Masseurin, Dorotheenstr. 182 a, ✉ 39 [768,1450,1067,1482]
directory-entry: — Wwe., M., Schaarsteinweg 16, ✉ 11 [768,429,1012,445]
directory-entry: Kemmerich, O., Rechnungsführ., ☎ III, 4262, Norderstr. 141, ✉ 1 [768,1513,1043,1545]
directory-entry: — Kempf, R., Architekt u. Fachschuldirektor, ☎ IV, 5159, Glockengiesserwall 17, ✉ 1, Wohn: Wandsbeckerchaussee 162, ✉ 23 [1090,1309,1374,1356]
directory-entry: — W., Kaufm., Fuhlsb., Suhrenkamp 14 [130,885,379,901]
directory-entry: — Heinr., Tapezier, Treseckowstr. 48 [446,335,679,351]
directory-entry: ⊙ Otto Kemna, IR, Handelsvertreter, BCto: C.- u. D.-B. u. Postscheck 3191, Bst: v. Pl. 2, ☎ I, 2845, Alterwall 60, ✉ 11, Inh: Otto Kemna u. Frau A. H. J. Kemna, Altona [768,1716,1060,1796]
directory-entry: — Curt, Gerichtsassist., Burgstr. 54, ✉ 25 [1090,1167,1354,1183]
directory-entry: Kemm, Alfr., Kontorist, Conventstr. 28 [768,696,1037,712]
directory-entry: — J., Schuhm., Scheideweg 29, ✉ 30 [768,1497,999,1513]
directory-entry: ⊙ Max Kempinski, IR, Wein-Großhandlung, BCto: Deutsche B. Fil. Hbg., ☎ V, 5367, Schulterstr. 5, ✉ 13 [1090,1685,1379,1749]
directory-entry: — Th., Glaser, Sachsenstr. 23, ✉ 15 [446,822,670,838]
directory-entry: — Frau, lt. d. Markthalle 1, ✉ 1 [1090,1372,1290,1388]
directory-entry: — Aug., Schlosser, Dehnhaide 105, ✉ 22 [446,1764,702,1780]
directory-entry: — G. A., Bez.-Schornsteinfegermstr., BCto: Hamb. Priv.-B., ☎ III, 7627, Ifflandstrasse 23, ✉ 24 [130,1607,408,1654]
directory-entry: — H. P., Treseckowstr. 48, ✉ 19 [446,492,646,508]
